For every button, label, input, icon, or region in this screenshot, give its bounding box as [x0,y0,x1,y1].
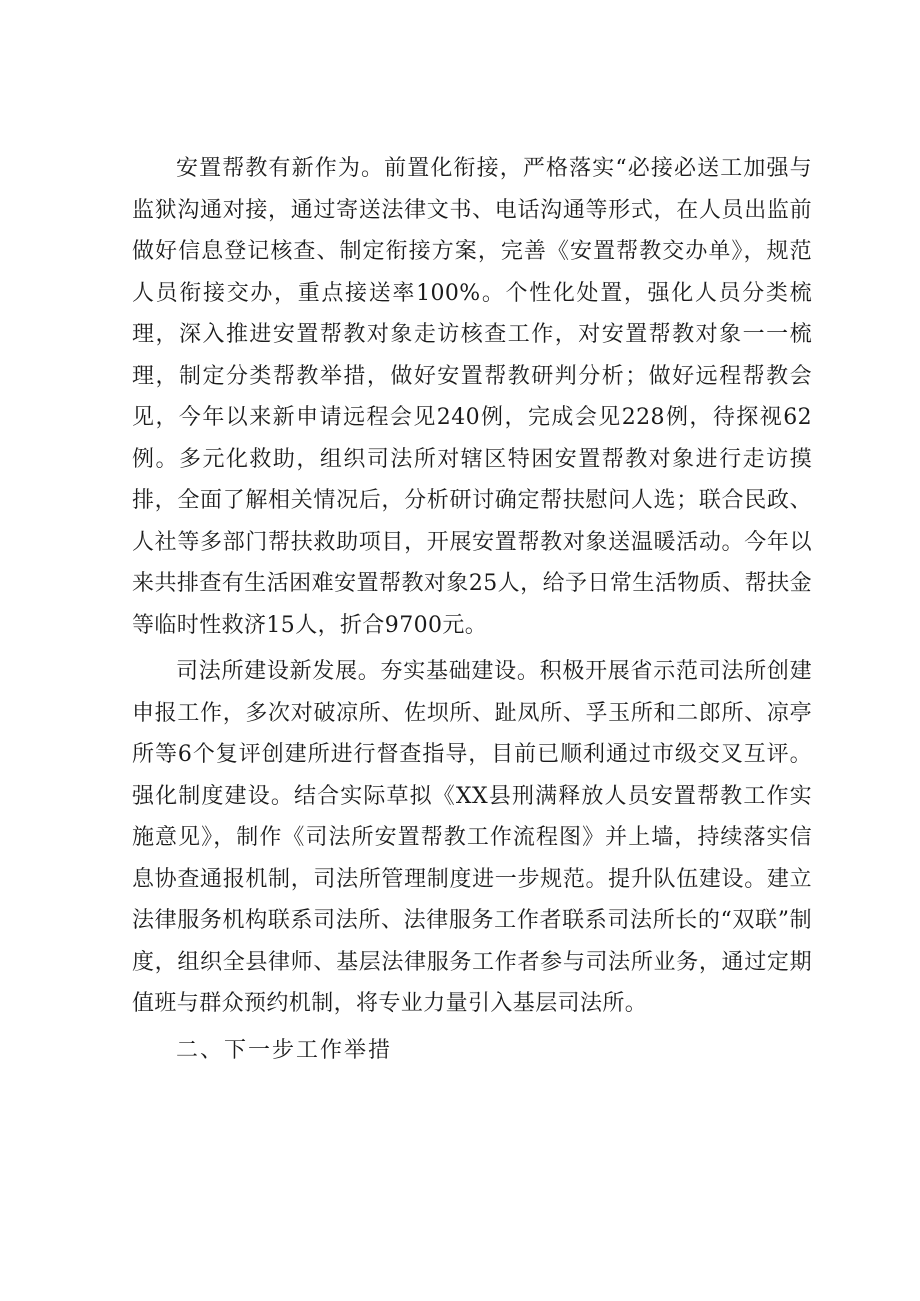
document-body [132,148,812,1093]
section-heading-next-steps: 二、下一步工作举措 [176,1037,393,1063]
paragraph-judicial-office-construction: 司法所建设新发展。夯实基础建设。积极开展省示范司法所创建申报工作，多次对破凉所、佐坝所、趾凤所、孚玉所和二郎所、凉亭所等6个复评创建所进行督查指导，目前已顺利通过市级交叉互评。强化制度建设。结合实际草拟《XX县刑满释放人员安置帮教工作实施意见》，制作《司法所安置帮教工作流程图》并上墙，持续落实信息协查通报机制，司法所管理制度进一步规范。提升队伍建设。建立法律服务机构联系司法所、法律服务工作者联系司法所长的“双联”制度，组织全县律师、基层法律服务工作者参与司法所业务，通过定期值班与群众预约机制，将专业力量引入基层司法所。 [132,659,812,1016]
paragraph-resettlement-assistance: 安置帮教有新作为。前置化衔接，严格落实“必接必送工加强与监狱沟通对接，通过寄送法律文书、电话沟通等形式，在人员出监前做好信息登记核查、制定衔接方案，完善《安置帮教交办单》，规范人员衔接交办，重点接送率100%。个性化处置，强化人员分类梳理，深入推进安置帮教对象走访核查工作，对安置帮教对象一一梳理，制定分类帮教举措，做好安置帮教研判分析；做好远程帮教会见，今年以来新申请远程会见240例，完成会见228例，待探视62例。多元化救助，组织司法所对辖区特困安置帮教对象进行走访摸排，全面了解相关情况后，分析研讨确定帮扶慰问人选；联合民政、人社等多部门帮扶救助项目，开展安置帮教对象送温暖活动。今年以来共排查有生活困难安置帮教对象25人，给予日常生活物质、帮扶金等临时性救济15人，折合9700元。 [132,156,812,638]
